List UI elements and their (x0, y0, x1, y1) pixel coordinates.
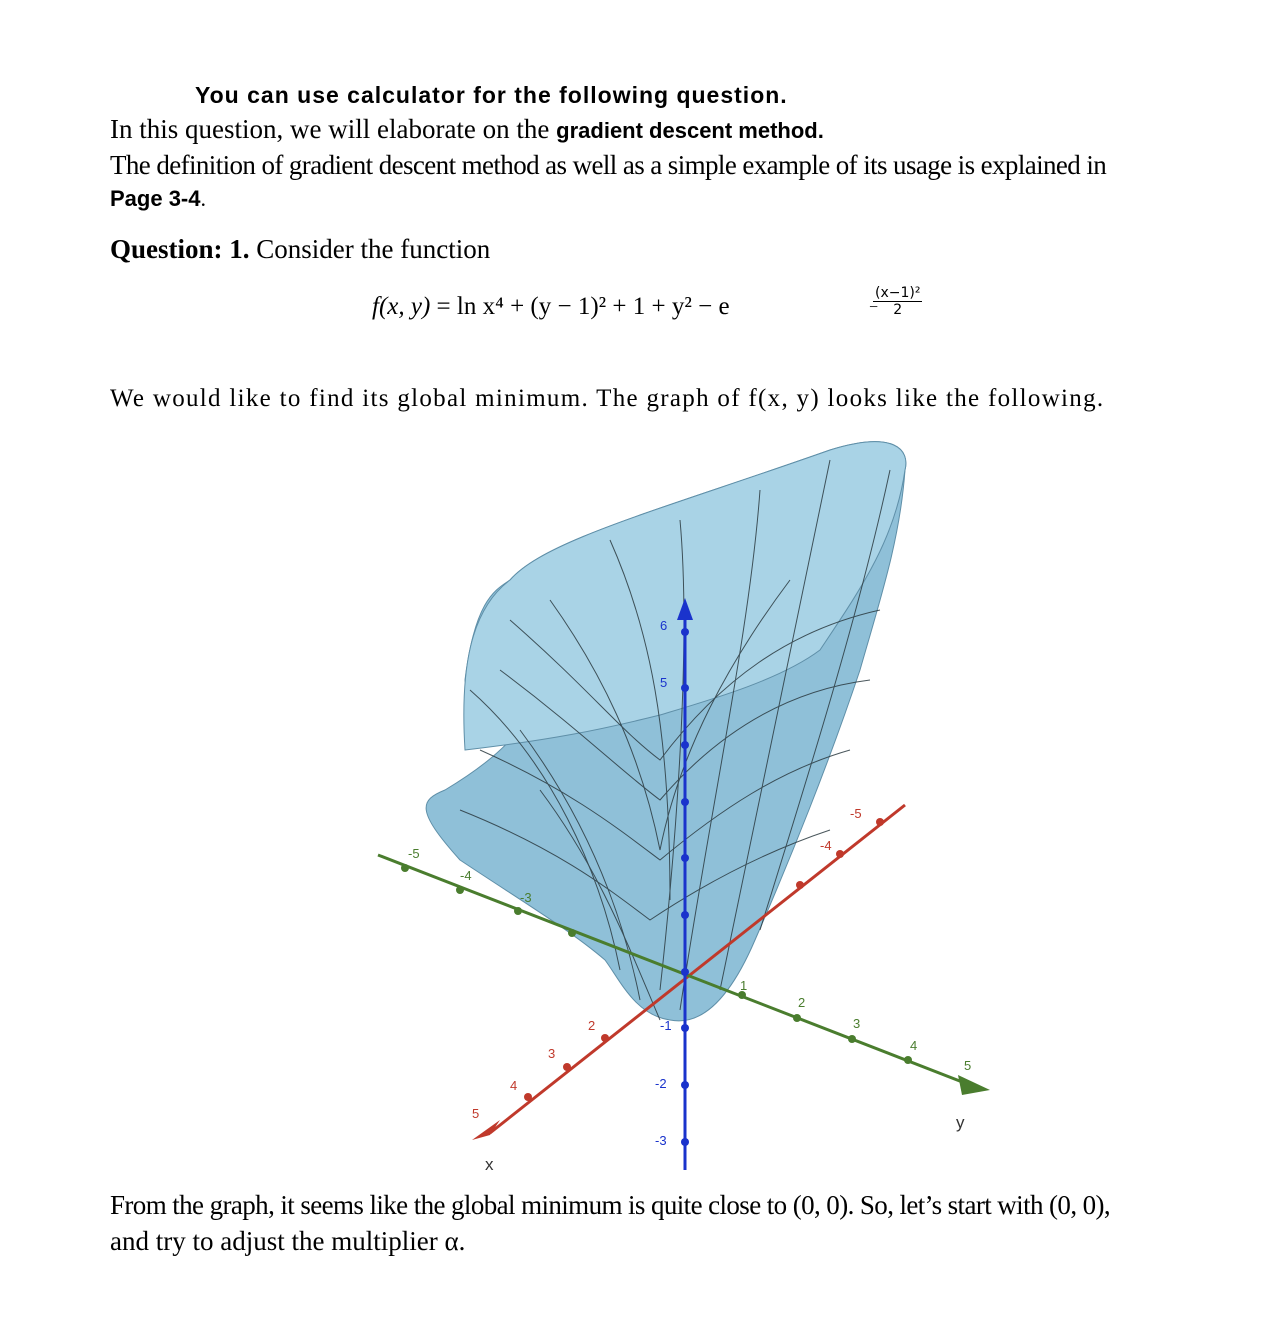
y-tick-neg5: -5 (408, 846, 420, 861)
x-tick-2: 2 (588, 1018, 596, 1033)
z-tick-neg3: -3 (655, 1133, 667, 1148)
y-tick-3: 3 (853, 1016, 861, 1031)
x-axis-label: x (485, 1155, 494, 1174)
function-formula (372, 293, 730, 321)
exponent-denominator: 2 (893, 302, 903, 318)
z-tick-6: 6 (660, 618, 668, 633)
x-tick-neg4: -4 (820, 838, 832, 853)
y-tick-4: 4 (910, 1038, 918, 1053)
z-tick-neg2: -2 (655, 1076, 667, 1091)
y-axis-arrow (958, 1075, 990, 1095)
intro-paragraph (110, 114, 824, 145)
question-label: Question: 1. (110, 234, 250, 264)
formula-exponent (873, 285, 922, 318)
y-tick-5: 5 (964, 1058, 972, 1073)
z-tick-neg1: -1 (660, 1018, 672, 1033)
page-reference (110, 186, 206, 212)
y-axis-label: y (956, 1113, 965, 1132)
formula-equals: = (430, 293, 457, 320)
definition-text: The definition of gradient descent method as well as a simple example of its usage is explained in (110, 150, 1107, 180)
exponent-numerator: (x−1)² (875, 285, 921, 301)
x-tick-4: 4 (510, 1078, 518, 1093)
y-tick-neg4: -4 (460, 868, 472, 883)
question-text: Consider the function (249, 234, 491, 264)
y-tick-1: 1 (740, 978, 748, 993)
method-name: gradient descent method. (556, 118, 824, 143)
exponent-minus: − (869, 299, 879, 316)
z-tick-5: 5 (660, 675, 668, 690)
surface-plot-figure (360, 430, 1010, 1180)
x-tick-neg5: -5 (850, 806, 862, 821)
page-reference-label: Page 3-4 (110, 186, 201, 211)
x-tick-3: 3 (548, 1046, 556, 1061)
formula-lhs: f(x, y) (372, 293, 431, 320)
y-tick-neg3: -3 (520, 890, 532, 905)
question-heading (110, 234, 490, 265)
intro-text: In this question, we will elaborate on the (110, 114, 557, 144)
page-reference-suffix: . (200, 186, 206, 211)
y-tick-2: 2 (798, 995, 806, 1010)
calculator-note: You can use calculator for the following question. (195, 82, 788, 108)
description-text: We would like to find its global minimum. The graph of f(x, y) looks like the following. (110, 385, 1105, 412)
formula-body: x⁴ + (y − 1)² + 1 + y² − e (476, 293, 730, 320)
x-tick-5: 5 (472, 1106, 480, 1121)
conclusion-line-1: From the graph, it seems like the global minimum is quite close to (0, 0). So, let’s start with (0, 0), (110, 1190, 1111, 1220)
conclusion-line-2: and try to adjust the multiplier α. (110, 1226, 466, 1256)
formula-ln: ln (456, 293, 477, 320)
